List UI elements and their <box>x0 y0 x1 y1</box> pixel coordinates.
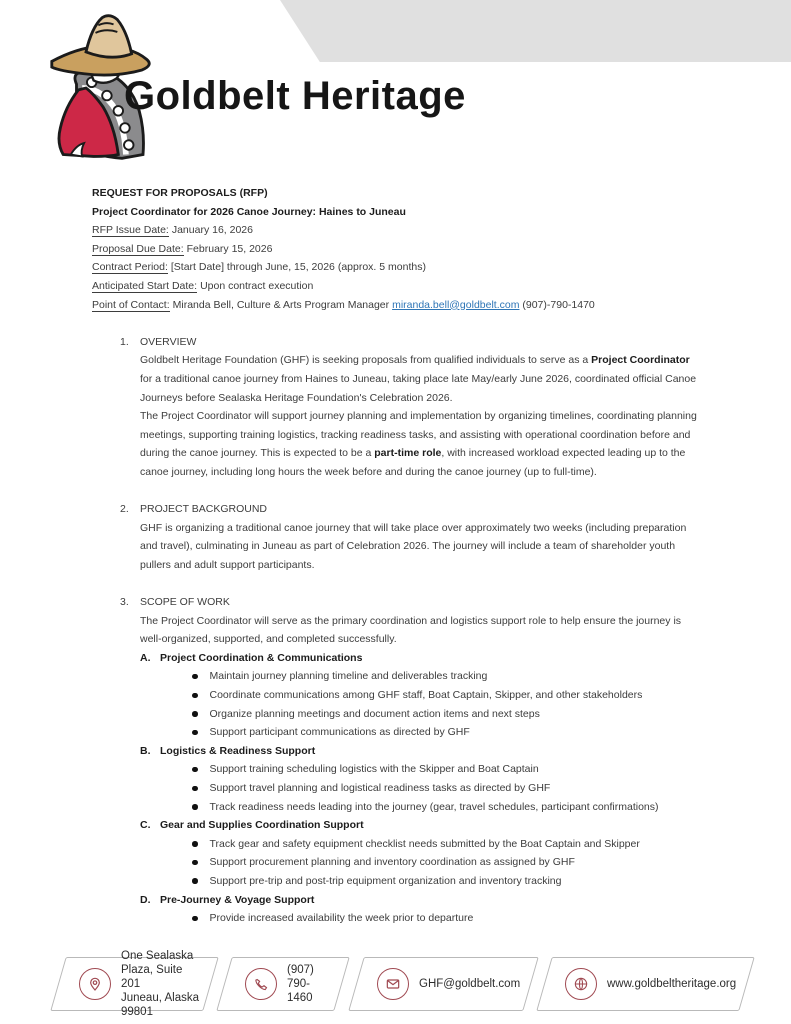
footer-phone-number: (907) 790-1460 <box>287 964 315 1004</box>
bullet-text: Provide increased availability the week prior to departure <box>209 912 474 925</box>
bullet-text: Organize planning meetings and document action items and next steps <box>209 707 540 720</box>
bullet-text: Track readiness needs leading into the journey (gear, travel schedules, participant confirmations) <box>209 800 659 813</box>
scope-paragraph: The Project Coordinator will serve as the primary coordination and logistics support role to help ensure the journey is well-organized, supported, and completed successfully. <box>140 614 682 646</box>
footer-website-segment <box>536 957 755 1011</box>
brand-wordmark: Goldbelt Heritage <box>124 74 466 118</box>
background-paragraph: GHF is organizing a traditional canoe journey that will take place over approximately two weeks (including preparation and travel), culminating in Juneau as part of Celebration 2026. The journey will include a team of shareholder youth pullers and adult support participants. <box>140 521 687 571</box>
bullet-icon <box>192 804 198 810</box>
bullet-text: Support pre-trip and post-trip equipment organization and inventory tracking <box>209 874 562 887</box>
bullet-text: Support participant communications as directed by GHF <box>209 726 470 739</box>
meta-value: February 15, 2026 <box>186 242 273 255</box>
group-letter: B. <box>140 744 151 757</box>
bullet-icon <box>192 693 198 699</box>
group-title: Logistics & Readiness Support <box>160 744 316 757</box>
bullet-text: Support travel planning and logistical readiness tasks as directed by GHF <box>209 782 551 794</box>
scope-group-d-heading <box>140 891 702 910</box>
scope-group-b-bullets <box>140 760 702 816</box>
meta-value: January 16, 2026 <box>171 224 253 237</box>
bullet-icon <box>192 767 198 773</box>
bullet-text: Support training scheduling logistics with the Skipper and Boat Captain <box>209 763 539 776</box>
text-run: for a traditional canoe journey from Haines to Juneau, taking place late May/early June 2026, coordinated official Canoe Journeys before Sealaska Heritage Foundation's Celebration 2026. <box>140 372 697 404</box>
group-letter: D. <box>140 893 151 906</box>
text-run: The Project Coordinator will support journey planning and implementation by organizing timelines, coordinating planning meetings, supporting training logistics, tracking readiness tasks, and assisting with operational coordination before and during the canoe journey. This is expected to be a <box>140 410 697 460</box>
bullet-icon <box>192 730 198 736</box>
list-item <box>140 798 702 817</box>
list-item <box>140 853 702 872</box>
scope-groups <box>140 649 702 928</box>
list-item <box>140 909 702 928</box>
section-heading: OVERVIEW <box>140 335 197 348</box>
scope-group-d-bullets <box>140 909 702 928</box>
footer-address-segment <box>50 950 219 1018</box>
list-item <box>140 760 702 779</box>
envelope-icon <box>377 968 409 1000</box>
scope-group-c-bullets <box>140 835 702 891</box>
globe-icon <box>565 968 597 1000</box>
footer-email-address: GHF@goldbelt.com <box>418 978 520 990</box>
scope-group-b-heading <box>140 742 702 761</box>
group-title: Gear and Supplies Coordination Support <box>160 819 364 832</box>
meta-value: Upon contract execution <box>200 279 314 292</box>
footer-email-segment <box>348 957 539 1011</box>
bullet-icon <box>192 786 198 792</box>
bullet-icon <box>192 711 198 717</box>
document-body <box>92 184 702 928</box>
text-run: Goldbelt Heritage Foundation (GHF) is seeking proposals from qualified individuals to serve as a <box>140 354 592 367</box>
bullet-text: Coordinate communications among GHF staff, Boat Captain, Skipper, and other stakeholders <box>209 689 643 702</box>
bullet-icon <box>192 916 198 922</box>
header-diagonal-band <box>280 0 791 62</box>
bullet-text: Track gear and safety equipment checklist needs submitted by the Boat Captain and Skipper <box>209 837 640 850</box>
rfp-title: REQUEST FOR PROPOSALS (RFP) <box>92 187 268 199</box>
rfp-subtitle: Project Coordinator for 2026 Canoe Journey: Haines to Juneau <box>92 205 406 218</box>
overview-paragraph-2 <box>140 407 702 481</box>
phone-icon <box>245 968 277 1000</box>
text-run: , with increased workload expected leading up to the canoe journey, including long hours the week before and during the canoe journey (up to full-time). <box>140 447 686 478</box>
meta-label: Contract Period: <box>92 261 168 274</box>
meta-label: Proposal Due Date: <box>92 242 184 255</box>
bullet-icon <box>192 878 198 884</box>
text-run-bold: Project Coordinator <box>591 354 690 367</box>
list-item <box>140 872 702 891</box>
bullet-icon <box>192 841 198 847</box>
contact-email-link[interactable]: miranda.bell@goldbelt.com <box>392 298 520 311</box>
meta-due-date <box>92 240 702 259</box>
list-item <box>140 835 702 854</box>
section-number: 1. <box>120 335 129 348</box>
meta-point-of-contact <box>92 296 702 315</box>
location-pin-icon <box>79 968 111 1000</box>
scope-group-a-bullets <box>140 667 702 741</box>
list-item <box>140 686 702 705</box>
footer-website-url: www.goldbeltheritage.org <box>606 978 736 990</box>
meta-start-date <box>92 277 702 296</box>
bullet-icon <box>192 674 198 680</box>
list-item <box>140 779 702 798</box>
section-heading: SCOPE OF WORK <box>140 596 230 609</box>
meta-issue-date <box>92 221 702 240</box>
overview-paragraph-1 <box>140 351 702 407</box>
scope-group-c-heading <box>140 816 702 835</box>
meta-label: Anticipated Start Date: <box>92 279 198 292</box>
address-line-1: One Sealaska Plaza, Suite 201 <box>121 950 194 990</box>
meta-contract-period <box>92 258 702 277</box>
contact-phone: (907)-790-1470 <box>519 298 595 311</box>
meta-label: Point of Contact: <box>92 298 170 311</box>
contact-name: Miranda Bell, Culture & Arts Program Manager <box>172 298 393 311</box>
list-item <box>140 667 702 686</box>
scope-group-a-heading <box>140 649 702 668</box>
section-scope <box>92 593 702 649</box>
text-run-bold: part-time role <box>374 447 442 460</box>
letterhead-footer <box>58 950 747 1018</box>
section-number: 3. <box>120 596 129 609</box>
bullet-icon <box>192 860 198 866</box>
section-number: 2. <box>120 503 129 516</box>
group-title: Project Coordination & Communications <box>160 651 363 664</box>
meta-label: RFP Issue Date: <box>92 224 169 237</box>
list-item <box>140 723 702 742</box>
group-title: Pre-Journey & Voyage Support <box>160 893 315 906</box>
list-item <box>140 705 702 724</box>
footer-phone-segment <box>217 957 351 1011</box>
bullet-text: Maintain journey planning timeline and deliverables tracking <box>209 670 488 683</box>
group-letter: C. <box>140 819 151 832</box>
meta-value: [Start Date] through June, 15, 2026 (approx. 5 months) <box>170 261 426 274</box>
section-heading: PROJECT BACKGROUND <box>140 503 267 516</box>
address-line-2: Juneau, Alaska 99801 <box>121 992 200 1018</box>
section-background <box>92 500 702 574</box>
group-letter: A. <box>140 651 151 664</box>
section-overview <box>92 333 702 482</box>
bullet-text: Support procurement planning and inventory coordination as assigned by GHF <box>209 856 575 869</box>
